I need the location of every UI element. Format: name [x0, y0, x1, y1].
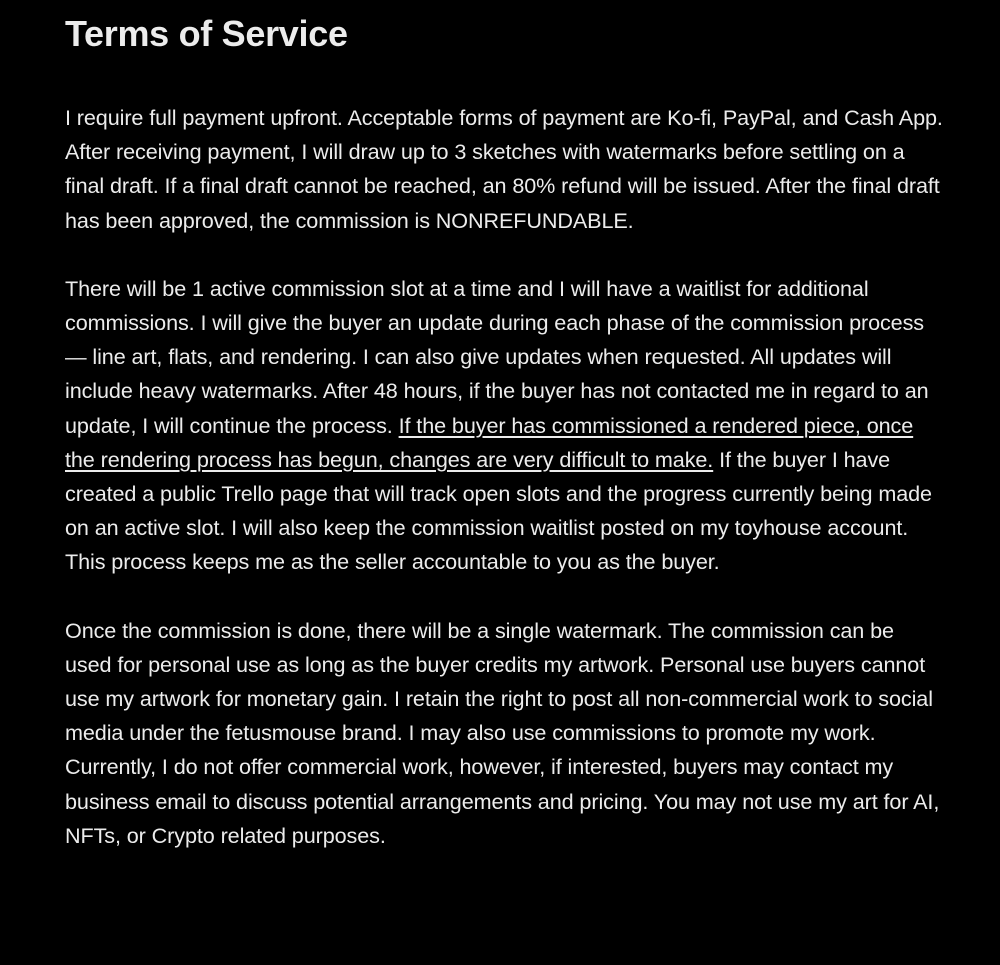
page-title: Terms of Service	[65, 13, 348, 54]
payment-terms-paragraph: I require full payment upfront. Acceptable forms of payment are Ko-fi, PayPal, and Cash App. After receiving payment, I will draw up to 3 sketches with watermarks before settling on a final draft. If a final draft cannot be reached, an 80% refund will be issued. After the final draft has been approved, the commission is NONREFUNDABLE.	[65, 105, 943, 233]
usage-rights-paragraph: Once the commission is done, there will be a single watermark. The commission can be used for personal use as long as the buyer credits my artwork. Personal use buyers cannot use my artwork for monetary gain. I retain the right to post all non-commercial work to social media under the fetusmouse brand. I may also use commissions to promote my work. Currently, I do not offer commercial work, however, if interested, buyers may contact my business email to discuss potential arrangements and pricing. You may not use my art for AI, NFTs, or Crypto related purposes.	[65, 617, 940, 848]
process-text-start: There will be 1 active commission slot at a time and I will have a waitlist for additional commissions. I will give the buyer an update during each phase of the commission process— line art, flats, and rendering. I can also give updates when requested. All updates will include heavy watermarks. After 48 hours, if the buyer has not contacted me in regard to an update, I will continue the process.	[65, 275, 929, 438]
commission-process-paragraph	[65, 272, 945, 580]
terms-of-service-page	[65, 0, 945, 853]
rendering-changes-notice: If the buyer has commissioned a rendered piece, once the rendering process has begun, changes are very difficult to make.	[65, 412, 914, 472]
process-text-end: If the buyer I have created a public Trello page that will track open slots and the progress currently being made on an active slot. I will also keep the commission waitlist posted on my toyhouse account. This process keeps me as the seller accountable to you as the buyer.	[65, 446, 932, 575]
